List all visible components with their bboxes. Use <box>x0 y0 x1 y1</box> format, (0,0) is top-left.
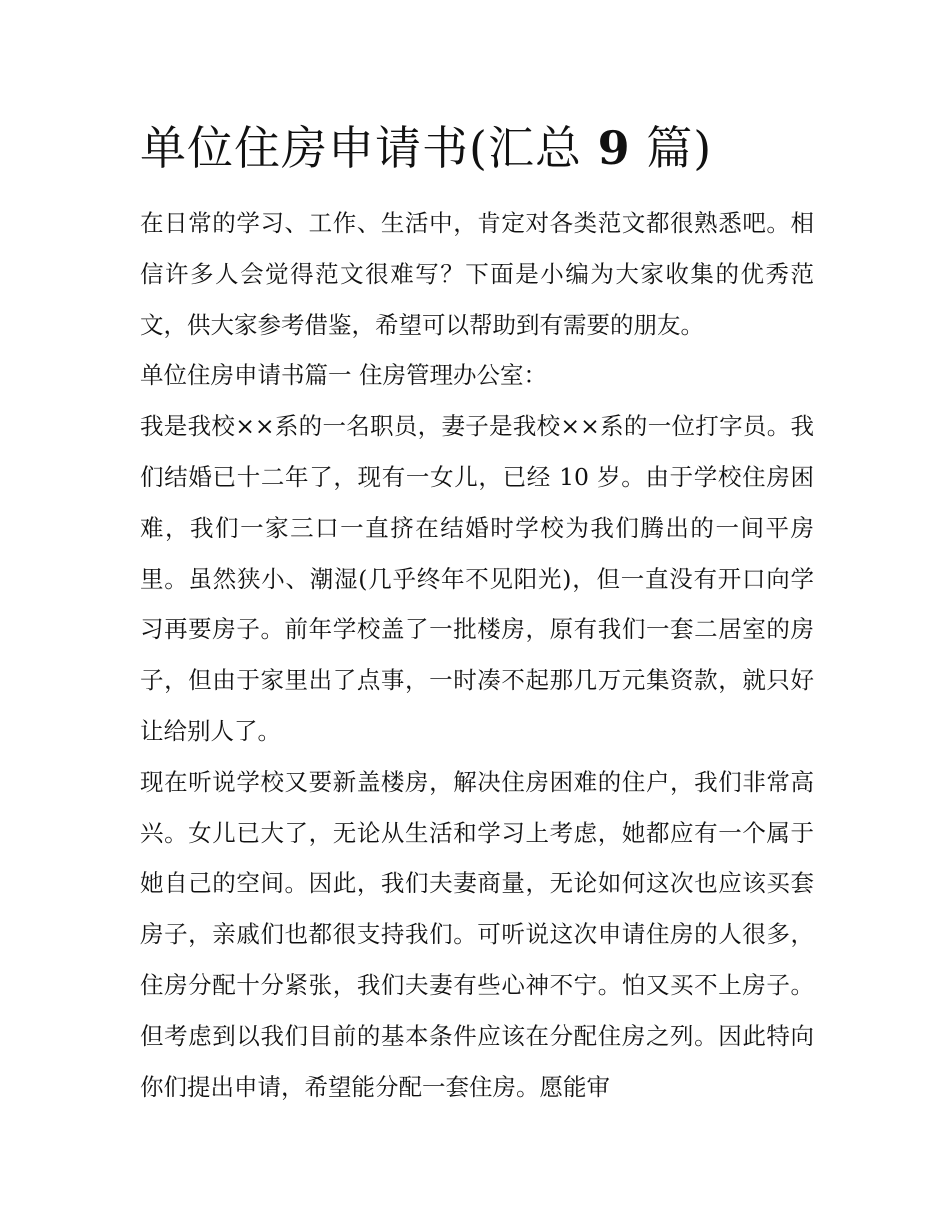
letter-paragraph: 现在听说学校又要新盖楼房，解决住房困难的住户，我们非常高兴。女儿已大了，无论从生活和学习上考虑，她都应有一个属于她自己的空间。因此，我们夫妻商量，无论如何这次也应该买套房子，亲戚们也都很支持我们。可听说这次申请住房的人很多，住房分配十分紧张，我们夫妻有些心神不宁。怕又买不上房子。但考虑到以我们目前的基本条件应该在分配住房之列。因此特向你们提出申请，希望能分配一套住房。愿能审 <box>140 767 814 1101</box>
title-spacer <box>631 121 647 175</box>
document-body <box>140 198 814 1112</box>
intro-paragraph: 在日常的学习、工作、生活中，肯定对各类范文都很熟悉吧。相信许多人会觉得范文很难写？下面是小编为大家收集的优秀范文，供大家参考借鉴，希望可以帮助到有需要的朋友。 <box>140 209 814 339</box>
title-count: 9 <box>597 121 631 175</box>
title-suffix: 篇) <box>646 121 713 175</box>
document-title <box>140 116 840 180</box>
title-spacer <box>582 121 598 175</box>
section-heading-and-salutation: 单位住房申请书篇一 住房管理办公室： <box>140 361 547 390</box>
letter-paragraph: 我是我校××系的一名职员，妻子是我校××系的一位打字员。我们结婚已十二年了，现有一女儿，已经 10 岁。由于学校住房困难，我们一家三口一直挤在结婚时学校为我们腾出的一间平房里。虽然狭小、潮湿(几乎终年不见阳光)，但一直没有开口向学习再要房子。前年学校盖了一批楼房，原有我们一套二居室的房子，但由于家里出了点事，一时凑不起那几万元集资款，就只好让给别人了。 <box>140 412 814 745</box>
title-text: 单位住房申请书(汇总 <box>140 121 582 175</box>
